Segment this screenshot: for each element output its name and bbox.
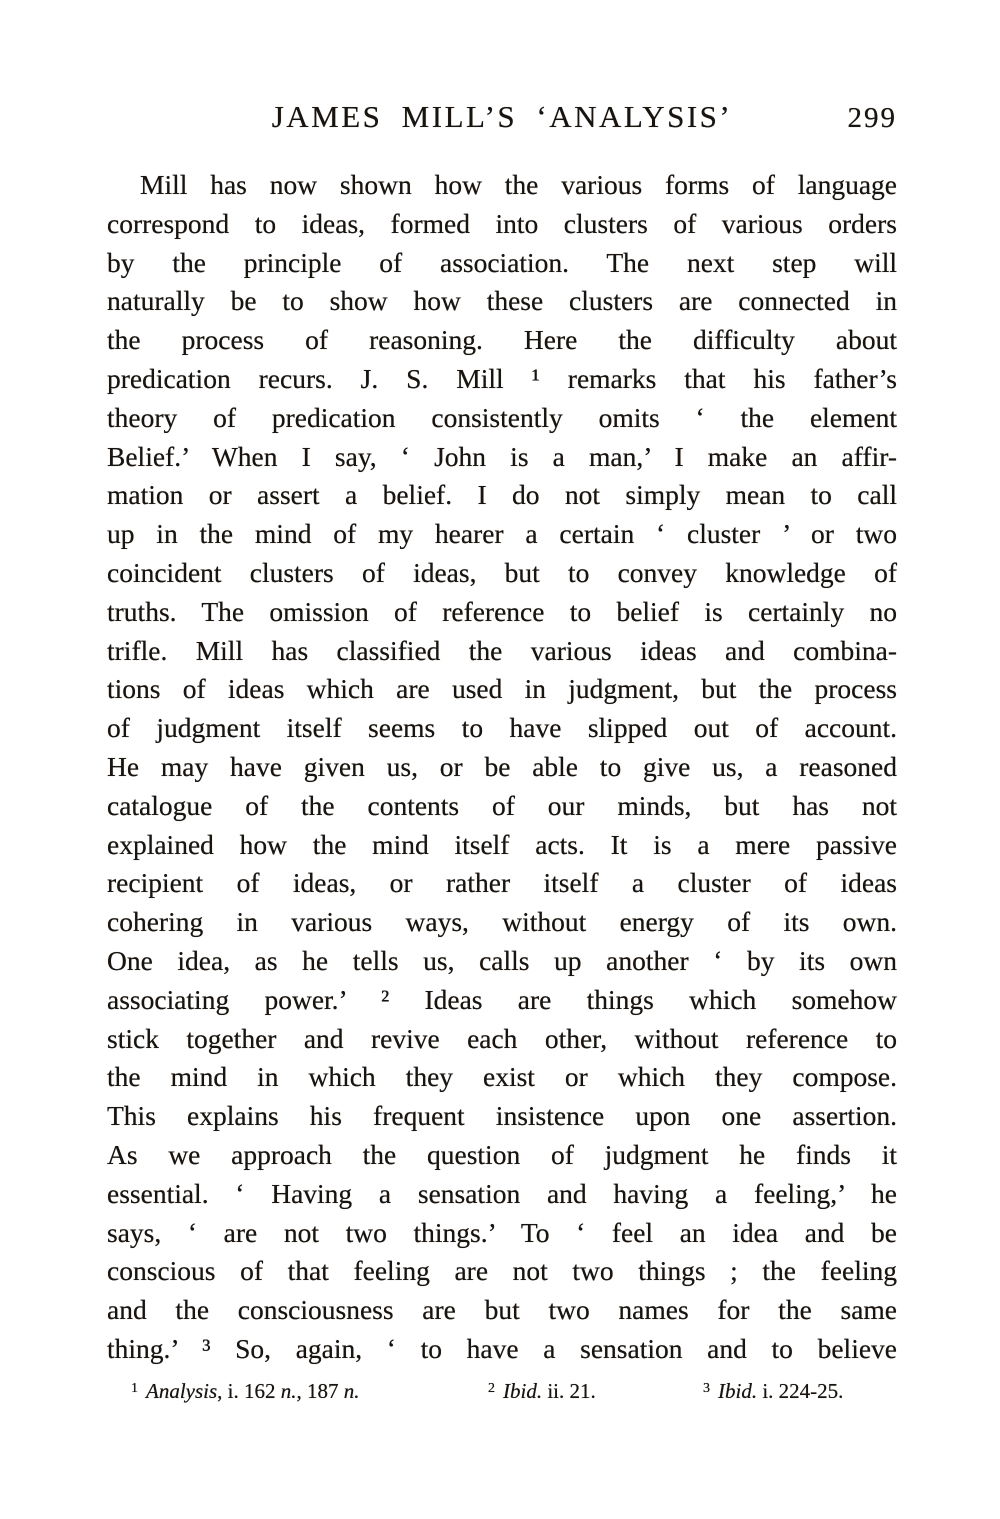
footnote-italic-text: Analysis [146,1379,218,1403]
text-line: explained how the mind itself acts. It is a mere passive [107,828,897,860]
footnote-text: ii. 21. [542,1379,596,1403]
text-line: catalogue of the contents of our minds, but has not [107,789,897,821]
text-line: by the principle of association. The next step will [107,246,897,278]
text-line: cohering in various ways, without energy of its own. [107,906,897,938]
text-line: the mind in which they exist or which they compose. [107,1061,897,1093]
text-line: Belief.’ When I say, ‘ John is a man,’ I make an affir- [107,440,897,472]
text-line: associating power.’ ² Ideas are things which somehow [107,983,897,1015]
text-line: This explains his frequent insistence upon one assertion. [107,1100,897,1132]
footnote-1-marker: 1 [131,1381,138,1396]
text-line: thing.’ ³ So, again, ‘ to have a sensation and to believe [107,1332,897,1364]
body-text [107,166,897,1369]
text-line: says, ‘ are not two things.’ To ‘ feel an idea and be [107,1216,897,1248]
footnote-text: i. 224-25. [757,1379,844,1403]
text-line: trifle. Mill has classified the various ideas and combina- [107,634,897,666]
footnote-3-marker: 3 [703,1381,710,1396]
footnote-italic-text: Ibid. [503,1379,543,1403]
text-line: As we approach the question of judgment he finds it [107,1138,897,1170]
text-line: correspond to ideas, formed into clusters of various orders [107,207,897,239]
footnote-text: , i. 162 [217,1379,281,1403]
text-line: naturally be to show how these clusters are connected in [107,285,897,317]
footnote-text: , 187 [296,1379,344,1403]
text-line: He may have given us, or be able to give us, a reasoned [107,750,897,782]
text-line: of judgment itself seems to have slipped out of account. [107,712,897,744]
footnote-italic-text: Ibid. [718,1379,758,1403]
text-line: One idea, as he tells us, calls up another ‘ by its own [107,944,897,976]
text-line: theory of predication consistently omits ‘ the element [107,401,897,433]
text-line: up in the mind of my hearer a certain ‘ cluster ’ or two [107,518,897,550]
footnotes [107,1376,897,1410]
page-number: 299 [847,102,897,134]
text-line: essential. ‘ Having a sensation and having a feeling,’ he [107,1177,897,1209]
text-line: truths. The omission of reference to belief is certainly no [107,595,897,627]
footnote-2-marker: 2 [488,1381,495,1396]
footnote-1 [131,1376,360,1406]
text-line: coincident clusters of ideas, but to convey knowledge of [107,556,897,588]
page-title: JAMES MILL’S ‘ANALYSIS’ [271,99,733,134]
footnote-italic-text: n. [280,1379,297,1403]
text-line: predication recurs. J. S. Mill ¹ remarks that his father’s [107,362,897,394]
text-line: tions of ideas which are used in judgment, but the process [107,673,897,705]
text-line: stick together and revive each other, without reference to [107,1022,897,1054]
footnote-2 [488,1376,596,1406]
text-line: mation or assert a belief. I do not simply mean to call [107,479,897,511]
text-line: recipient of ideas, or rather itself a cluster of ideas [107,867,897,899]
text-line: the process of reasoning. Here the difficulty about [107,324,897,356]
text-line: and the consciousness are but two names for the same [107,1294,897,1326]
footnote-italic-text: n. [343,1379,360,1403]
text-line: Mill has now shown how the various forms of language [140,169,897,200]
running-head [107,99,897,141]
text-line: conscious of that feeling are not two things ; the feeling [107,1255,897,1287]
footnote-3 [703,1376,843,1406]
